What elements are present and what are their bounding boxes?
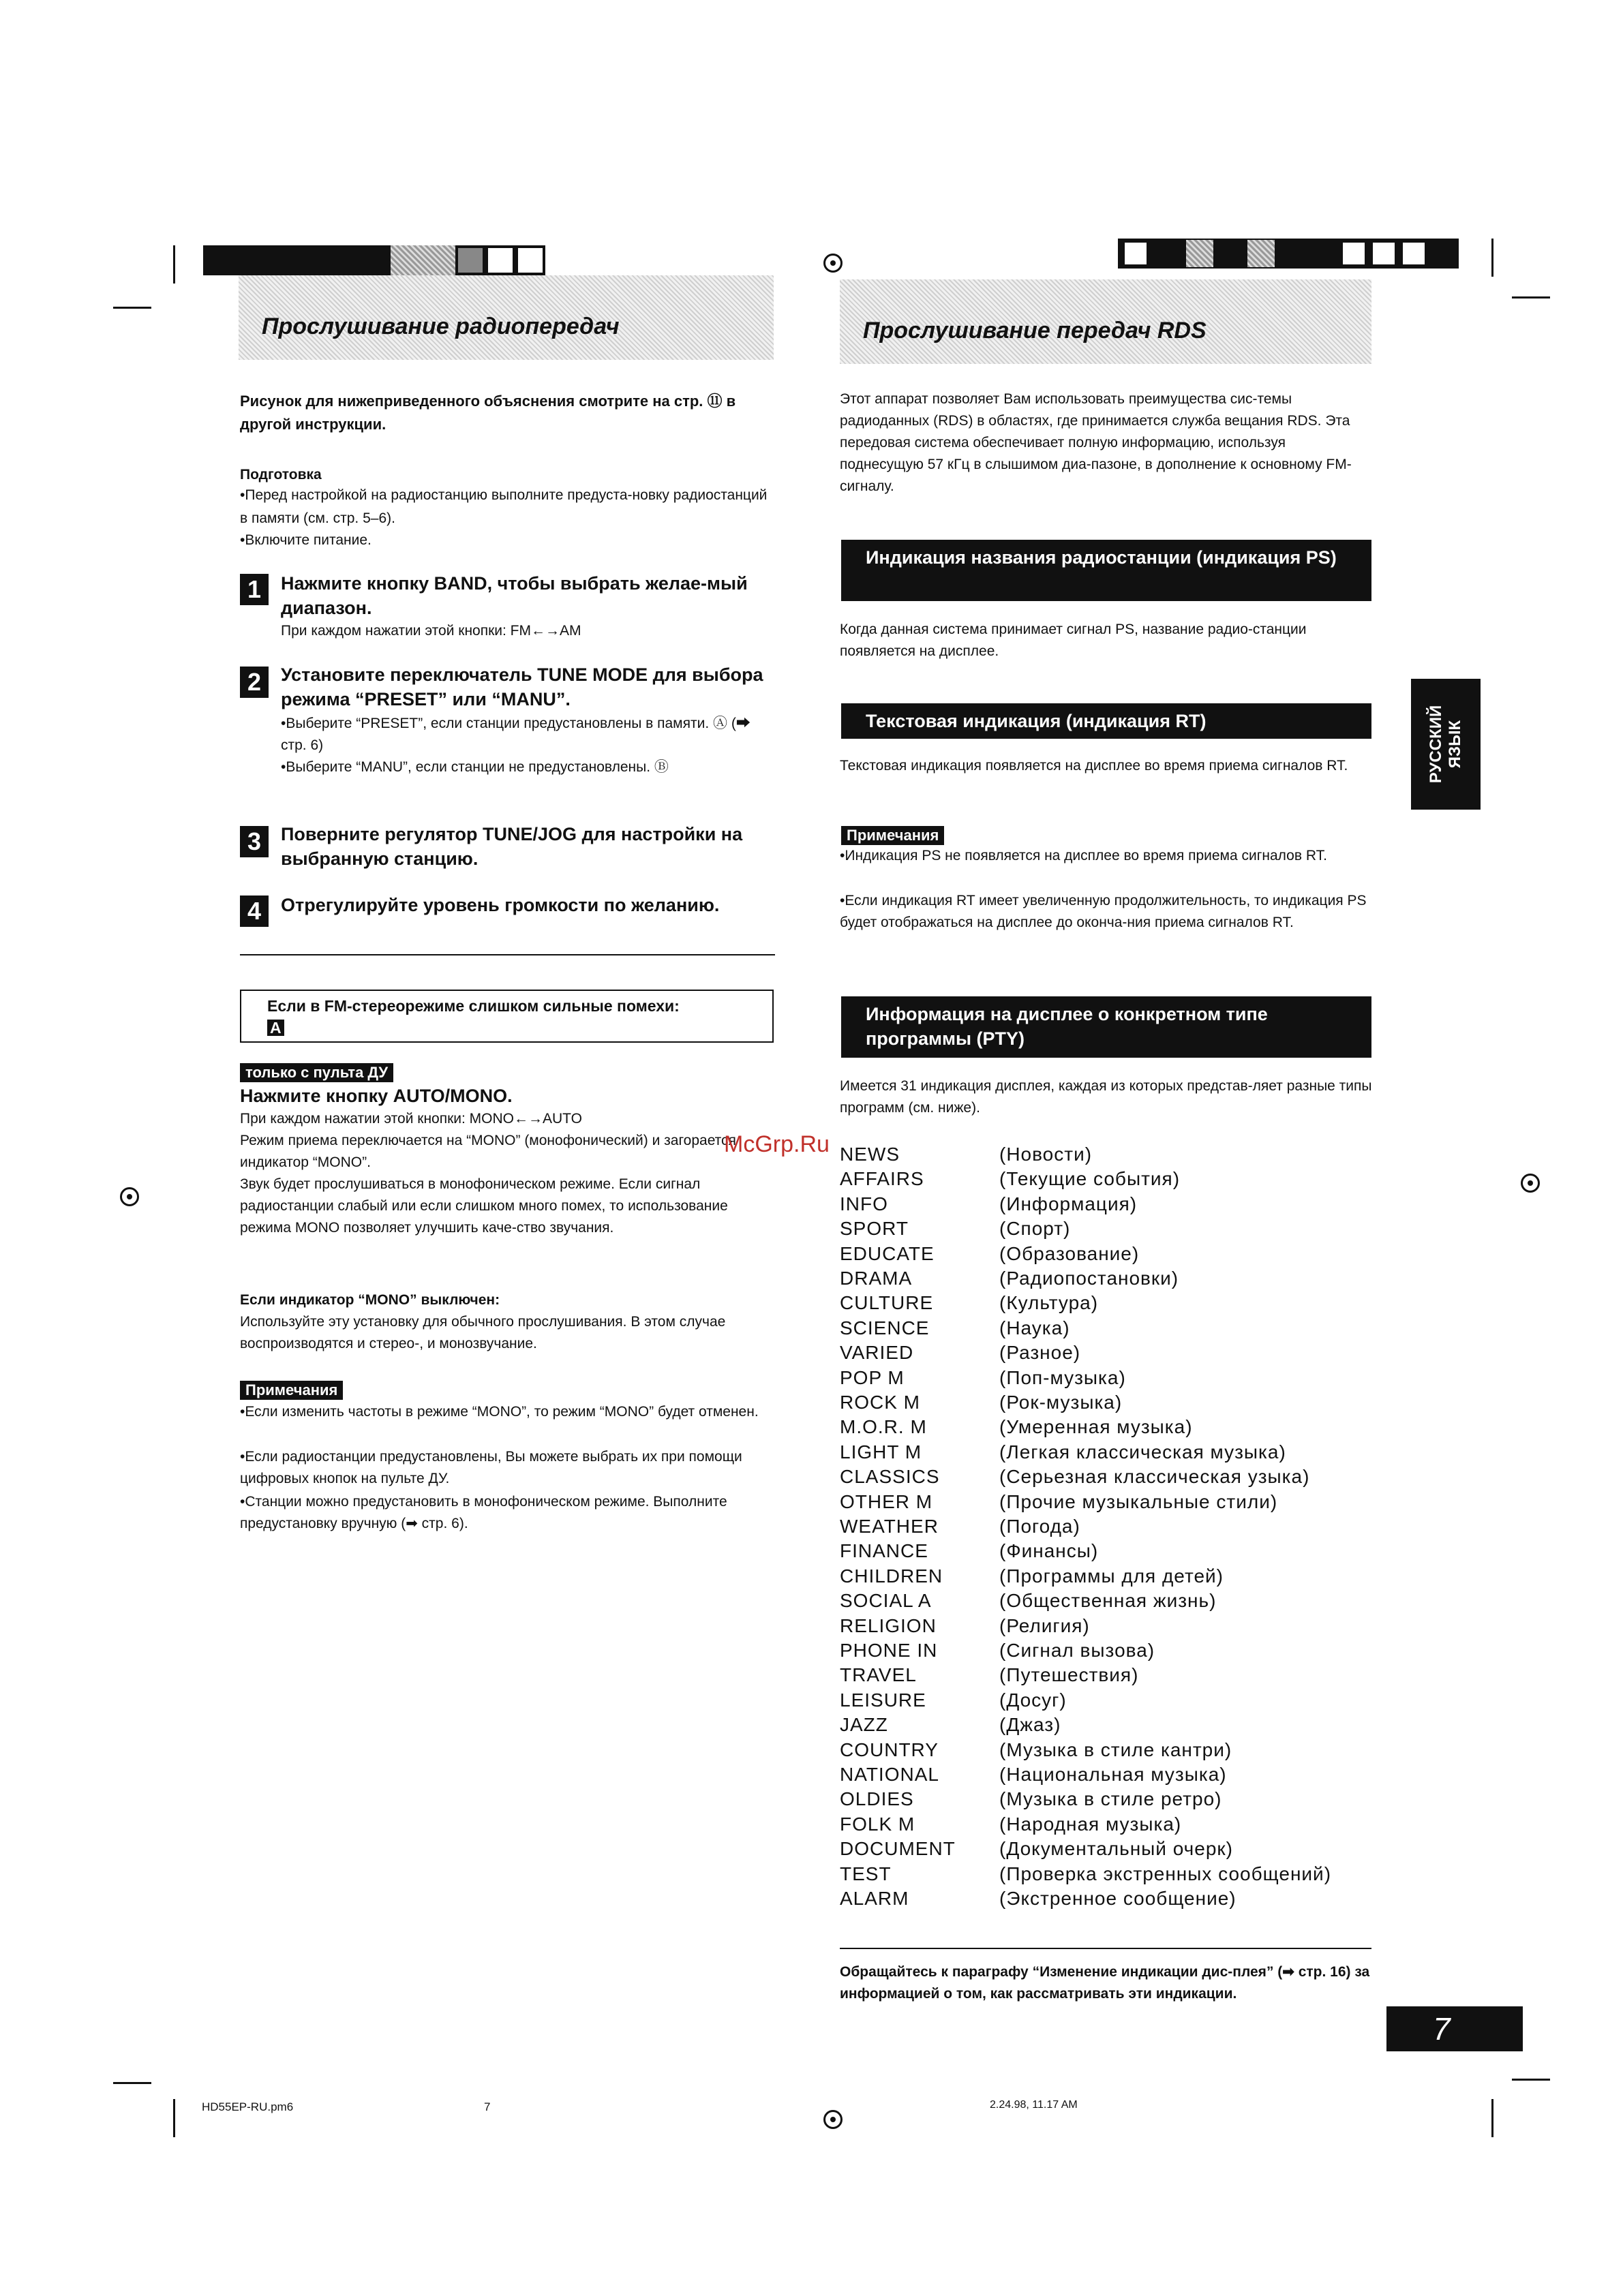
page-title: Прослушивание радиопередач [262, 313, 620, 339]
crop-mark [173, 245, 175, 284]
right-header-square [1340, 240, 1367, 267]
pty-code: PHONE IN [840, 1640, 938, 1661]
pty-code: INFO [840, 1193, 888, 1214]
crop-mark [1491, 2099, 1493, 2137]
pty-code: EDUCATE [840, 1242, 935, 1264]
fm-box [240, 990, 774, 1043]
pty-code: NATIONAL [840, 1764, 939, 1785]
step-number: 2 [240, 667, 269, 698]
page-number: 7 [1433, 2011, 1451, 2047]
right-header-pattern [1247, 240, 1275, 267]
note-item: •Если радиостанции предустановлены, Вы можете выбрать их при помощи цифровых кнопок на пульте ДУ. [240, 1449, 742, 1486]
pty-description: (Поп-музыка) [999, 1366, 1126, 1388]
pty-code: OLDIES [840, 1788, 914, 1810]
ps-text: Когда данная система принимает сигнал PS, название радио-станции появляется на дисплее. [840, 622, 1307, 659]
page-number-box [1386, 2006, 1523, 2051]
footer-file: HD55EP-RU.pm6 [202, 2100, 294, 2113]
rds-notes-tag: Примечания [841, 826, 944, 845]
pty-code: VARIED [840, 1342, 914, 1364]
pty-code: COUNTRY [840, 1739, 939, 1760]
pty-code: SOCIAL A [840, 1590, 932, 1612]
pty-code: AFFAIRS [840, 1168, 924, 1190]
fm-box-badge: A [267, 1020, 284, 1036]
pty-code: LIGHT M [840, 1441, 922, 1463]
pty-description: (Программы для детей) [999, 1565, 1224, 1587]
left-title-box [239, 275, 774, 360]
pty-description: (Путешествия) [999, 1664, 1139, 1686]
pty-footer-note: Обращайтесь к параграфу “Изменение индикации дис-плея” (➡ стр. 16) за информацией о том, как рассматривать эти индикации. [840, 1964, 1370, 2002]
pty-code: WEATHER [840, 1516, 939, 1537]
pty-code: JAZZ [840, 1714, 888, 1736]
pty-code: M.O.R. M [840, 1416, 927, 1438]
pty-code: DOCUMENT [840, 1838, 956, 1860]
crop-mark [113, 2082, 151, 2084]
pty-code: SCIENCE [840, 1317, 930, 1338]
pty-code: SPORT [840, 1218, 909, 1240]
notes-tag: Примечания [240, 1381, 343, 1400]
note-item: •Станции можно предустановить в монофоническом режиме. Выполните предустановку вручную (➡ стр. 6). [240, 1494, 727, 1531]
crop-mark [1512, 2079, 1550, 2081]
note-item: •Если изменить частоты в режиме “MONO”, то режим “MONO” будет отменен. [240, 1404, 759, 1420]
left-intro: Рисунок для нижеприведенного объяснения смотрите на стр. ⑪ в другой инструкции. [240, 393, 736, 433]
crop-mark [1491, 239, 1493, 277]
pty-description: (Финансы) [999, 1540, 1099, 1562]
pty-code: ALARM [840, 1888, 909, 1909]
pty-code: FOLK M [840, 1813, 915, 1835]
pty-description: (Легкая классическая музыка) [999, 1441, 1286, 1463]
step-number: 1 [240, 574, 269, 605]
mono-off-text: Используйте эту установку для обычного прослушивания. В этом случае воспроизводятся и стерео-, и монозвучание. [240, 1314, 726, 1351]
language-tab-label: РУССКИЙ ЯЗЫК [1427, 705, 1464, 784]
registration-mark-icon [823, 2110, 843, 2129]
remote-text: При каждом нажатии этой кнопки: MONO←→AUTO [240, 1111, 582, 1127]
mono-off-heading: Если индикатор “MONO” выключен: [240, 1292, 500, 1308]
left-header-square [485, 245, 515, 275]
right-header-pattern [1186, 240, 1213, 267]
footer-page: 7 [484, 2100, 491, 2113]
left-header-bar [203, 245, 391, 275]
rds-note-item: •Индикация PS не появляется на дисплее во время приема сигналов RT. [840, 848, 1327, 863]
language-tab [1411, 679, 1481, 810]
remote-heading: Нажмите кнопку AUTO/MONO. [240, 1086, 513, 1106]
step-sub: •Выберите “MANU”, если станции не предустановлены. Ⓑ [281, 759, 669, 775]
pty-description: (Религия) [999, 1614, 1090, 1636]
pty-code: CHILDREN [840, 1565, 943, 1587]
pty-description: (Образование) [999, 1242, 1140, 1264]
prep-heading: Подготовка [240, 467, 322, 483]
pty-description: (Наука) [999, 1317, 1070, 1338]
rt-section-title: Текстовая индикация (индикация RT) [841, 703, 1371, 739]
crop-mark [1512, 296, 1550, 299]
footer-timestamp: 2.24.98, 11.17 AM [990, 2099, 1078, 2111]
pty-description: (Общественная жизнь) [999, 1590, 1217, 1612]
pty-description: (Погода) [999, 1516, 1080, 1537]
divider [840, 1948, 1371, 1949]
step-sub: •Выберите “PRESET”, если станции предустановлены в памяти. Ⓐ (➡ стр. 6) [281, 716, 750, 753]
fm-box-text: Если в FM-стереорежиме слишком сильные помехи: A [267, 997, 680, 1037]
pty-code: FINANCE [840, 1540, 928, 1562]
page-title-rds: Прослушивание передач RDS [863, 318, 1207, 343]
rds-note-item: •Если индикация RT имеет увеличенную продолжительность, то индикация PS будет отображаться на дисплее до оконча-ния приема сигналов RT. [840, 893, 1367, 930]
pty-description: (Документальный очерк) [999, 1838, 1233, 1860]
crop-mark [173, 2099, 175, 2137]
pty-description: (Национальная музыка) [999, 1764, 1227, 1785]
ps-section-title: Индикация названия радиостанции (индикация PS) [841, 540, 1371, 601]
right-header-square [1400, 240, 1427, 267]
pty-description: (Рок-музыка) [999, 1392, 1123, 1413]
pty-description: (Текущие события) [999, 1168, 1181, 1190]
pty-description: (Джаз) [999, 1714, 1061, 1736]
pty-description: (Информация) [999, 1193, 1138, 1214]
left-header-square [515, 245, 545, 275]
prep-item: •Включите питание. [240, 532, 371, 548]
pty-description: (Музыка в стиле ретро) [999, 1788, 1222, 1810]
pty-code: DRAMA [840, 1268, 913, 1289]
pty-code: CLASSICS [840, 1466, 940, 1488]
step-title: Поверните регулятор TUNE/JOG для настройки на выбранную станцию. [281, 824, 743, 869]
left-header-pattern [391, 245, 455, 275]
watermark: McGrp.Ru [724, 1131, 830, 1157]
pty-description: (Серьезная классическая узыка) [999, 1466, 1310, 1488]
registration-mark-icon [1521, 1174, 1540, 1193]
rds-intro: Этот аппарат позволяет Вам использовать преимущества сис-темы радиоданных (RDS) в областях, где принимается служба вещания RDS. Эта передовая система обеспечивает полную информацию, используя поднесущую 57 кГц в слышимом диа-пазоне, в дополнение к основному FM-сигналу. [840, 391, 1352, 494]
pty-description: (Народная музыка) [999, 1813, 1182, 1835]
pty-description: (Экстренное сообщение) [999, 1888, 1237, 1909]
pty-code: OTHER M [840, 1490, 933, 1512]
remote-only-tag: только с пульта ДУ [240, 1063, 393, 1082]
divider [240, 954, 775, 955]
pty-code: ROCK M [840, 1392, 920, 1413]
step-title: Нажмите кнопку BAND, чтобы выбрать желае-мый диапазон. [281, 573, 748, 618]
pty-description: (Радиопостановки) [999, 1268, 1179, 1289]
step-number: 4 [240, 896, 269, 927]
step-title: Установите переключатель TUNE MODE для выбора режима “PRESET” или “MANU”. [281, 664, 763, 709]
left-header-square [455, 245, 485, 275]
prep-item: •Перед настройкой на радиостанцию выполните предуста-новку радиостанций в памяти (см. стр. 5–6). [240, 487, 768, 526]
crop-mark [113, 307, 151, 309]
step-number: 3 [240, 826, 269, 857]
pty-code: NEWS [840, 1144, 900, 1165]
pty-intro: Имеется 31 индикация дисплея, каждая из которых представ-ляет разные типы программ (см. ниже). [840, 1078, 1372, 1116]
pty-description: (Досуг) [999, 1689, 1067, 1711]
step-sub: При каждом нажатии этой кнопки: FM←→AM [281, 623, 581, 639]
pty-description: (Спорт) [999, 1218, 1071, 1240]
right-title-box [840, 279, 1371, 364]
pty-description: (Сигнал вызова) [999, 1640, 1155, 1661]
pty-code: CULTURE [840, 1292, 934, 1314]
registration-mark-icon [823, 254, 843, 273]
pty-section-title: Информация на дисплее о конкретном типе программы (PTY) [841, 996, 1371, 1058]
remote-text: Звук будет прослушиваться в монофоническом режиме. Если сигнал радиостанции слабый или если слишком много помех, то использование режима MONO позволяет улучшить каче-ство звучания. [240, 1176, 728, 1236]
pty-code: TRAVEL [840, 1664, 917, 1686]
pty-code: RELIGION [840, 1614, 937, 1636]
rt-text: Текстовая индикация появляется на дисплее во время приема сигналов RT. [840, 758, 1348, 774]
right-header-square [1122, 240, 1149, 267]
pty-description: (Музыка в стиле кантри) [999, 1739, 1232, 1760]
pty-description: (Новости) [999, 1144, 1093, 1165]
pty-description: (Умеренная музыка) [999, 1416, 1193, 1438]
pty-code: TEST [840, 1863, 892, 1884]
pty-description: (Прочие музыкальные стили) [999, 1490, 1278, 1512]
pty-code: POP M [840, 1366, 905, 1388]
pty-description: (Проверка экстренных сообщений) [999, 1863, 1332, 1884]
registration-mark-icon [120, 1187, 139, 1206]
pty-description: (Культура) [999, 1292, 1099, 1314]
step-title: Отрегулируйте уровень громкости по желанию. [281, 895, 720, 915]
pty-code: LEISURE [840, 1689, 926, 1711]
right-header-square [1370, 240, 1397, 267]
remote-text: Режим приема переключается на “MONO” (монофонический) и загорается индикатор “MONO”. [240, 1133, 736, 1170]
pty-description: (Разное) [999, 1342, 1081, 1364]
